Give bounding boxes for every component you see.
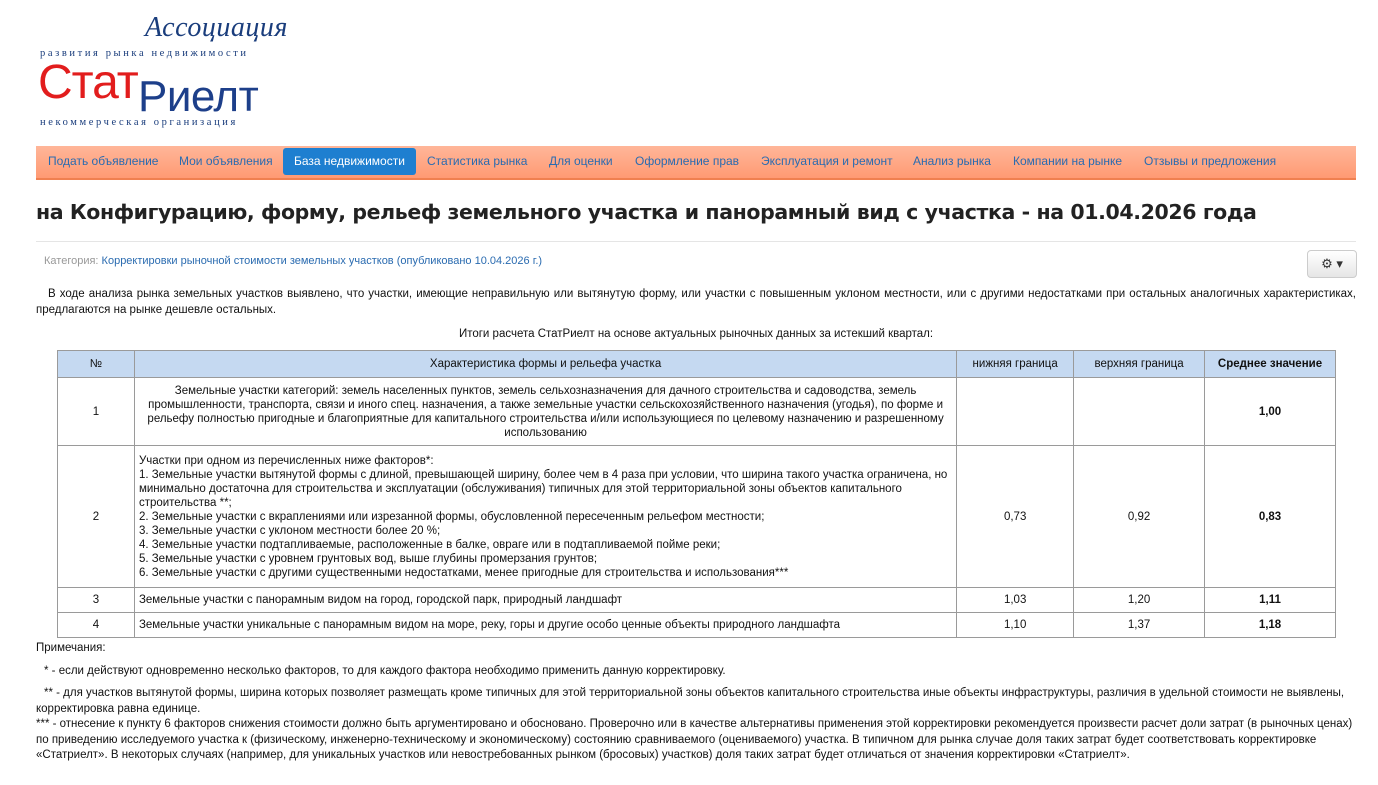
cell-characteristic: Земельные участки категорий: земель населенных пунктов, земель сельхозназначения для дачного строительства и садоводства, земель промышленности, транспорта, связи и иного спец. назначения, а также земельные участки сельскохозяйственного назначения (угодья), по форме и рельефу полностью пригодные и благоприятные для капитального строительства и/или использующиеся по целевому назначению и разрешенному использованию — [134, 378, 956, 446]
logo-rielt-text: Риелт — [138, 72, 259, 121]
cell-upper: 0,92 — [1074, 446, 1205, 588]
note-3: *** - отнесение к пункту 6 факторов снижения стоимости должно быть аргументировано и обосновано. Проверочно или в качестве альтернативы применения этой корректировки рекомендуется произвести расчет доли затрат (в рыночных ценах) по приведению исследуемого участка к (физическому, инженерно-техническому и экономическому) состоянию сравниваемого (оцениваемого) участка. В типичном для рынка случае доля таких затрат будет соответствовать корректировке «Статриелт». В некоторых случаях (например, для уникальных участков или невостребованных рынком (бросовых) участков) доля таких затрат будет отличаться от значения корректировки «Статриелт». — [36, 718, 1353, 761]
logo-tagline-bottom: некоммерческая организация — [40, 117, 238, 128]
nav-item-companies[interactable]: Компании на рынке — [1013, 154, 1123, 168]
cell-number: 1 — [58, 378, 135, 446]
table-row — [58, 588, 1336, 613]
table-row — [58, 613, 1336, 638]
nav-item-my-ads[interactable]: Мои объявления — [179, 154, 273, 168]
cell-lower: 0,73 — [957, 446, 1074, 588]
gear-icon: ⚙ ▾ — [1321, 256, 1343, 271]
note-2: ** - для участков вытянутой формы, ширина которых позволяет размещать кроме типичных для этой территориальной зоны объектов капитального строительства иные объекты инфраструктуры, различия в удельной стоимости не выявлены, корректировка равна единице. — [36, 687, 1345, 715]
nav-item-rights-registration[interactable]: Оформление прав — [635, 154, 740, 168]
col-header-characteristic: Характеристика формы и рельефа участка — [134, 351, 956, 378]
cell-number: 3 — [58, 588, 135, 613]
title-divider — [36, 241, 1356, 242]
corrections-table — [57, 350, 1336, 638]
table-caption: Итоги расчета СтатРиелт на основе актуальных рыночных данных за истекший квартал: — [458, 328, 934, 340]
nav-item-market-stats[interactable]: Статистика рынка — [427, 154, 528, 168]
notes-section — [36, 641, 1356, 764]
cell-average: 1,00 — [1205, 378, 1336, 446]
logo-tagline-top: развития рынка недвижимости — [40, 48, 249, 59]
table-row — [58, 378, 1336, 446]
cell-number: 2 — [58, 446, 135, 588]
nav-item-post-ad[interactable]: Подать объявление — [48, 154, 159, 168]
cell-characteristic: Участки при одном из перечисленных ниже факторов*: 1. Земельные участки вытянутой формы с длиной, превышающей ширину, более чем в 4 раза при условии, что ширина такого участка ограничена, но минимально достаточна для строительства и эксплуатации (обслуживания) типичных для этой территориальной зоны объектов капитального строительства **; 2. Земельные участки с вкраплениями или изрезанной формы, обусловленной пересеченным рельефом местности; 3. Земельные участки с уклоном местности более 20 %; 4. Земельные участки подтапливаемые, расположенные в балке, овраге или в подтапливаемой пойме реки; 5. Земельные участки с уровнем грунтовых вод, выше глубины промерзания грунтов; 6. Земельные участки с другими существенными недостатками, менее пригодные для строительства и использования*** — [134, 446, 956, 588]
cell-upper: 1,37 — [1074, 613, 1205, 638]
cell-upper: 1,20 — [1074, 588, 1205, 613]
category-line — [44, 255, 542, 267]
main-nav — [36, 146, 1356, 180]
nav-item-for-appraisal[interactable]: Для оценки — [549, 154, 613, 168]
notes-title: Примечания: — [36, 642, 106, 654]
col-header-lower: нижняя граница — [957, 351, 1074, 378]
table-header-row — [58, 351, 1336, 378]
cell-number: 4 — [58, 613, 135, 638]
nav-item-maintenance[interactable]: Эксплуатация и ремонт — [761, 154, 893, 168]
cell-lower: 1,03 — [957, 588, 1074, 613]
cell-lower — [957, 378, 1074, 446]
nav-item-feedback[interactable]: Отзывы и предложения — [1144, 154, 1277, 168]
cell-characteristic: Земельные участки уникальные с панорамным видом на море, реку, горы и другие особо ценные объекты природного ландшафта — [134, 613, 956, 638]
col-header-number: № — [58, 351, 135, 378]
col-header-average: Среднее значение — [1205, 351, 1336, 378]
logo-stat-text: Стат — [38, 56, 138, 109]
cell-average: 1,18 — [1205, 613, 1336, 638]
page-title: на Конфигурацию, форму, рельеф земельного участка и панорамный вид с участка - на 01.04.2026 года — [36, 200, 1257, 224]
cell-upper — [1074, 378, 1205, 446]
article-tools-button[interactable] — [1307, 250, 1357, 278]
note-1: * - если действуют одновременно несколько факторов, то для каждого фактора необходимо применить данную корректировку. — [44, 664, 726, 677]
cell-average: 0,83 — [1205, 446, 1336, 588]
cell-characteristic: Земельные участки с панорамным видом на город, городской парк, природный ландшафт — [134, 588, 956, 613]
site-logo[interactable] — [38, 10, 288, 135]
table-row — [58, 446, 1336, 588]
col-header-upper: верхняя граница — [1074, 351, 1205, 378]
category-link[interactable]: Корректировки рыночной стоимости земельных участков (опубликовано 10.04.2026 г.) — [101, 255, 543, 267]
category-label: Категория: — [44, 255, 99, 267]
logo-association-text: Ассоциация — [145, 12, 288, 43]
intro-paragraph: В ходе анализа рынка земельных участков выявлено, что участки, имеющие неправильную или вытянутую форму, или участки с повышенным уклоном местности, или с другими недостатками при остальных аналогичных характеристиках, предлагаются на рынке дешевле остальных. — [36, 288, 1356, 316]
nav-item-realty-base[interactable]: База недвижимости — [283, 148, 416, 175]
cell-lower: 1,10 — [957, 613, 1074, 638]
cell-average: 1,11 — [1205, 588, 1336, 613]
nav-item-market-analysis[interactable]: Анализ рынка — [913, 154, 991, 168]
